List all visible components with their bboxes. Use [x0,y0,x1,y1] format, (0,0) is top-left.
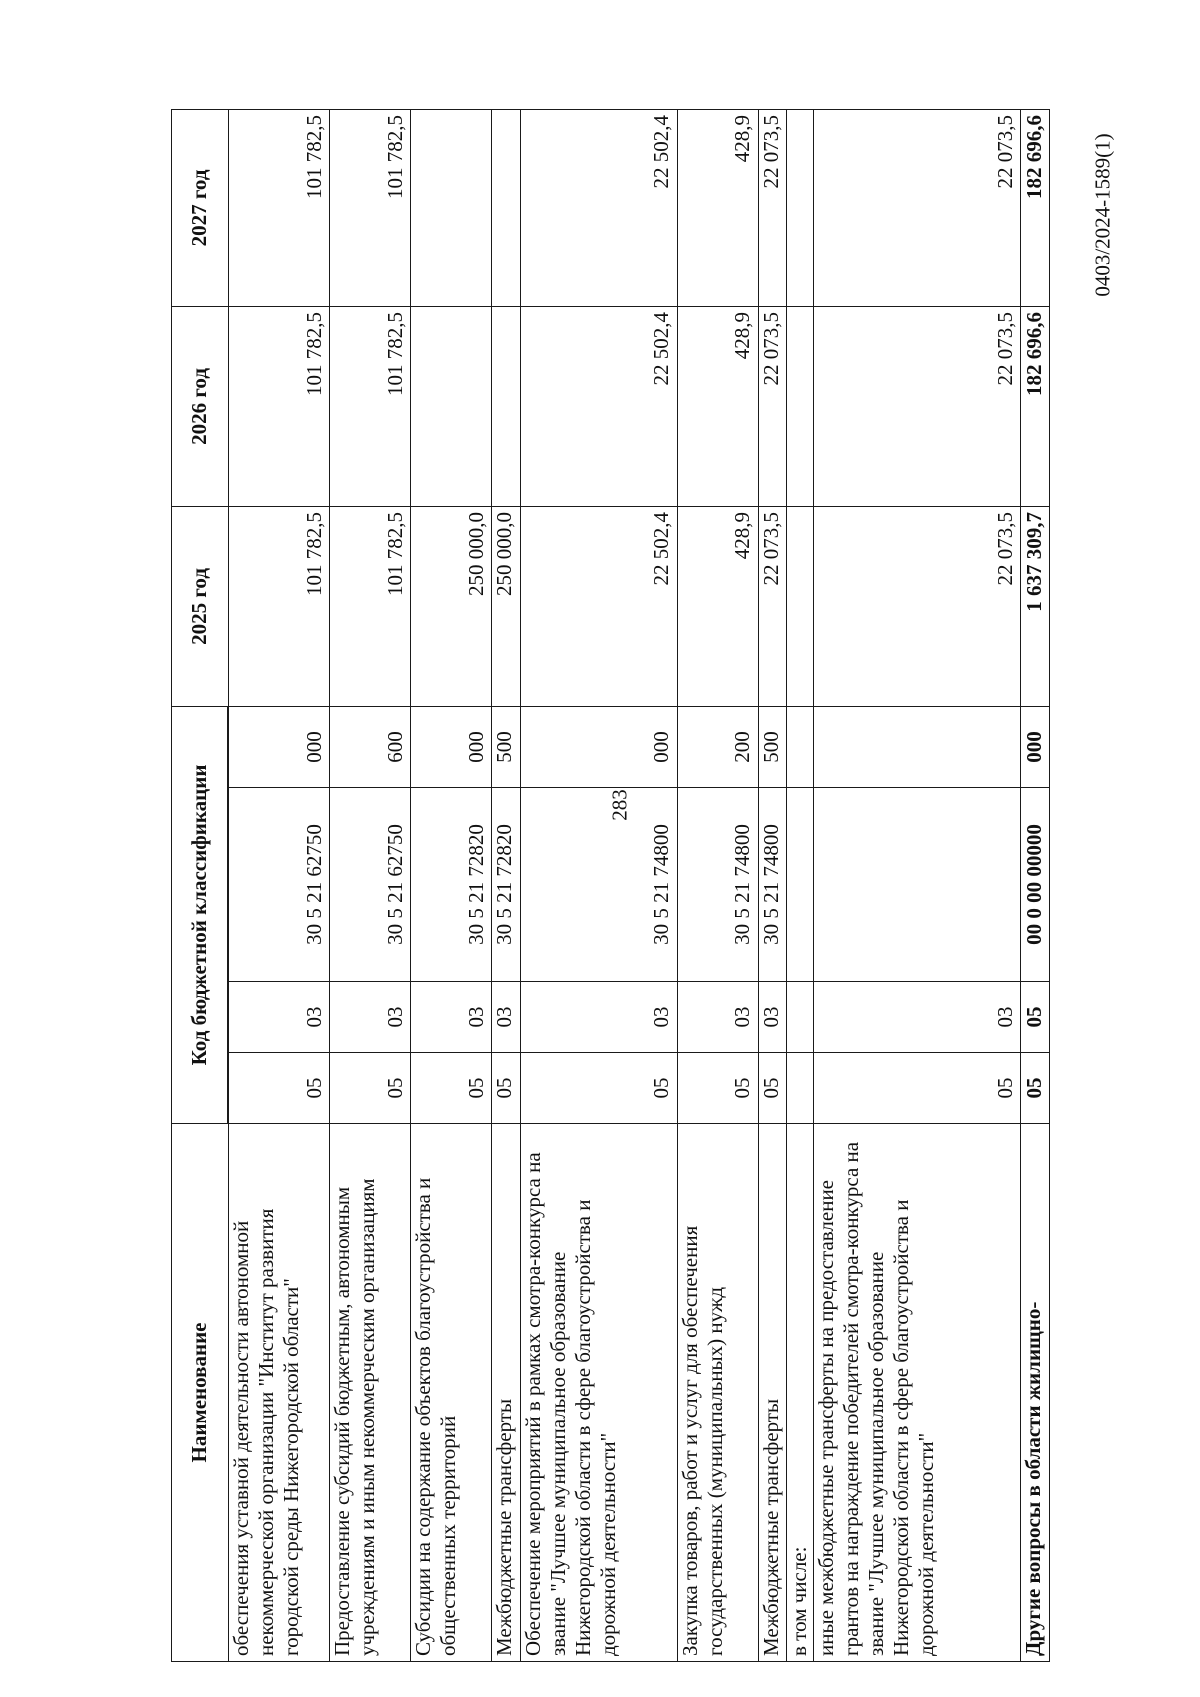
row-value-2026 [787,306,814,506]
row-value-2026: 101 782,5 [228,306,329,506]
table-row [330,109,411,1661]
row-value-2025: 22 073,5 [813,506,1021,706]
row-value-2026: 22 502,4 [520,306,677,506]
budget-table-rotated [171,110,1050,1662]
document-code: 0403/2024-1589(1) [1090,133,1115,297]
row-value-2027: 22 073,5 [813,109,1021,306]
row-code-target: 30 5 21 72820 [492,788,521,982]
row-code-target: 30 5 21 62750 [330,788,411,982]
row-name: Межбюджетные трансферты [758,1124,787,1662]
table-row [677,109,758,1661]
row-name: Субсидии на содержание объектов благоустройства и общественных территорий [411,1124,492,1662]
row-value-2026 [411,306,492,506]
row-code-section: 05 [330,1053,411,1124]
row-value-2027: 182 696,6 [1021,109,1050,306]
row-value-2026: 182 696,6 [1021,306,1050,506]
row-name: в том числе: [787,1124,814,1662]
row-value-2027: 101 782,5 [228,109,329,306]
header-2027: 2027 год [172,109,229,306]
row-value-2025: 1 637 309,7 [1021,506,1050,706]
row-value-2025 [787,506,814,706]
row-code-target: 30 5 21 72820 [411,788,492,982]
row-value-2027: 22 073,5 [758,109,787,306]
row-code-expense-type: 000 [1021,706,1050,787]
header-code-group: Код бюджетной классификации [172,706,228,1123]
row-code-target: 30 5 21 62750 [228,788,329,982]
row-value-2027: 101 782,5 [330,109,411,306]
header-row [172,109,228,1661]
row-name: Предоставление субсидий бюджетным, автономным учреждениям и иным некоммерческим организациям [330,1124,411,1662]
row-code-target [787,788,814,982]
row-code-subsection: 03 [411,982,492,1053]
row-code-subsection: 03 [677,982,758,1053]
table-row [520,109,677,1661]
row-code-expense-type: 500 [492,706,521,787]
row-code-target: 00 0 00 00000 [1021,788,1050,982]
row-code-subsection: 03 [228,982,329,1053]
row-name: Межбюджетные трансферты [492,1124,521,1662]
row-code-section: 05 [758,1053,787,1124]
row-value-2025: 101 782,5 [228,506,329,706]
row-code-subsection: 03 [492,982,521,1053]
row-code-section: 05 [492,1053,521,1124]
table-row [492,109,521,1661]
row-code-section: 05 [813,1053,1021,1124]
row-value-2025: 22 502,4 [520,506,677,706]
row-value-2026: 101 782,5 [330,306,411,506]
row-value-2025: 428,9 [677,506,758,706]
row-code-subsection: 03 [813,982,1021,1053]
row-code-expense-type: 200 [677,706,758,787]
row-value-2025: 22 073,5 [758,506,787,706]
row-value-2027: 428,9 [677,109,758,306]
page-number: 283 [607,789,632,821]
table-row-total [1021,109,1050,1661]
row-code-subsection: 03 [330,982,411,1053]
row-value-2025: 250 000,0 [492,506,521,706]
row-code-expense-type: 000 [411,706,492,787]
row-code-expense-type [787,706,814,787]
table-row [787,109,814,1661]
row-value-2026: 22 073,5 [813,306,1021,506]
row-code-section: 05 [520,1053,677,1124]
row-value-2025: 250 000,0 [411,506,492,706]
row-value-2026 [492,306,521,506]
row-code-expense-type: 000 [520,706,677,787]
row-code-section: 05 [228,1053,329,1124]
row-code-section: 05 [677,1053,758,1124]
header-2026: 2026 год [172,306,229,506]
row-name: обеспечения уставной деятельности автономной некоммерческой организации "Институт развития городской среды Нижегородской области" [228,1124,329,1662]
row-name: Другие вопросы в области жилищно- [1021,1124,1050,1662]
row-code-target: 30 5 21 74800 [758,788,787,982]
row-value-2027: 22 502,4 [520,109,677,306]
row-code-subsection: 03 [520,982,677,1053]
row-code-target: 30 5 21 74800 [520,788,677,982]
row-code-subsection: 05 [1021,982,1050,1053]
row-code-subsection: 03 [758,982,787,1053]
row-code-subsection [787,982,814,1053]
row-value-2027 [411,109,492,306]
header-name: Наименование [172,1124,229,1662]
table-row [411,109,492,1661]
row-value-2026: 428,9 [677,306,758,506]
row-value-2027 [492,109,521,306]
budget-table [171,109,1050,1662]
header-2025: 2025 год [172,506,229,706]
row-name: Закупка товаров, работ и услуг для обеспечения государственных (муниципальных) нужд [677,1124,758,1662]
row-code-target: 30 5 21 74800 [677,788,758,982]
table-row [758,109,787,1661]
budget-table-wrapper [171,110,1050,1662]
row-code-section: 05 [1021,1053,1050,1124]
table-row [813,109,1021,1661]
row-code-expense-type: 600 [330,706,411,787]
row-name: Обеспечение мероприятий в рамках смотра-конкурса на звание "Лучшее муниципальное образование Нижегородской области в сфере благоустройства и дорожной деятельности" [520,1124,677,1662]
row-code-section [787,1053,814,1124]
row-code-section: 05 [411,1053,492,1124]
row-value-2027 [787,109,814,306]
row-code-expense-type [813,706,1021,787]
row-code-expense-type: 500 [758,706,787,787]
row-code-target [813,788,1021,982]
row-code-expense-type: 000 [228,706,329,787]
row-value-2025: 101 782,5 [330,506,411,706]
row-name: иные межбюджетные трансферты на предоставление грантов на награждение победителей смотра-конкурса на звание "Лучшее муниципальное образование Нижегородской области в сфере благоустройства и дорожной деятельности" [813,1124,1021,1662]
table-row [228,109,329,1661]
row-value-2026: 22 073,5 [758,306,787,506]
